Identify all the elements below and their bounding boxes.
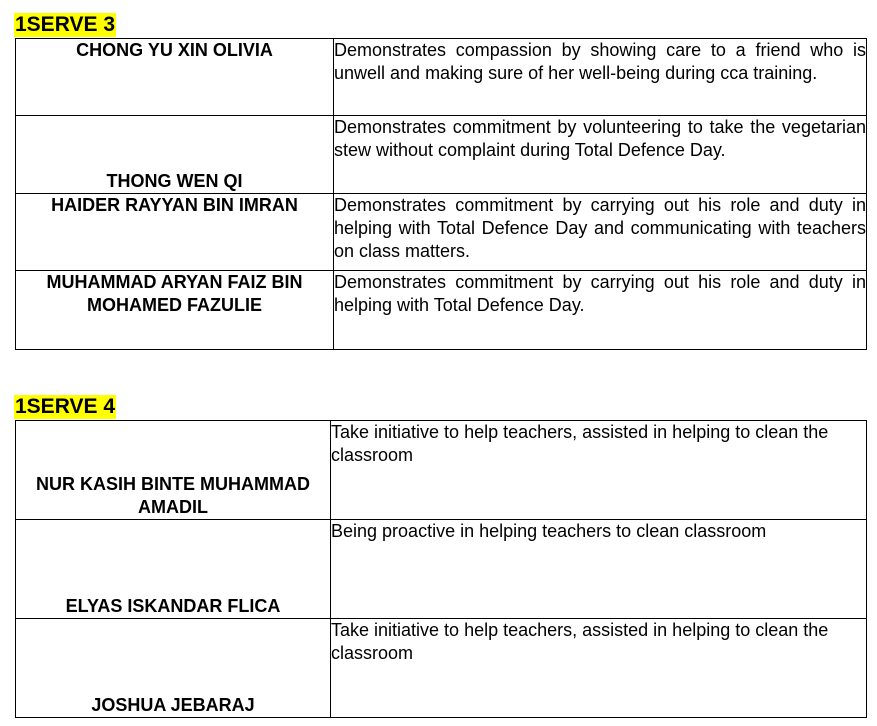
table-row <box>16 194 867 271</box>
table-row <box>16 39 867 116</box>
section-title-1serve-4: 1SERVE 4 <box>15 395 116 418</box>
student-description: Take initiative to help teachers, assisted in helping to clean the classroom <box>331 421 867 520</box>
student-name: CHONG YU XIN OLIVIA <box>16 39 334 116</box>
student-description: Demonstrates commitment by carrying out his role and duty in helping with Total Defence Day. <box>334 271 867 350</box>
table-row <box>16 271 867 350</box>
table-row <box>16 116 867 194</box>
student-description: Demonstrates commitment by volunteering to take the vegetarian stew without complaint during Total Defence Day. <box>334 116 867 194</box>
student-description: Demonstrates commitment by carrying out his role and duty in helping with Total Defence Day and communicating with teachers on class matters. <box>334 194 867 271</box>
table-row <box>16 421 867 520</box>
student-name: THONG WEN QI <box>16 116 334 194</box>
table-row <box>16 520 867 619</box>
student-name: JOSHUA JEBARAJ <box>16 619 331 718</box>
student-name: HAIDER RAYYAN BIN IMRAN <box>16 194 334 271</box>
student-name: NUR KASIH BINTE MUHAMMAD AMADIL <box>16 421 331 520</box>
award-table-1serve-3 <box>15 38 867 350</box>
section-title-1serve-3: 1SERVE 3 <box>15 13 116 36</box>
student-description: Demonstrates compassion by showing care to a friend who is unwell and making sure of her well-being during cca training. <box>334 39 867 116</box>
table-row <box>16 619 867 718</box>
student-description: Take initiative to help teachers, assisted in helping to clean the classroom <box>331 619 867 718</box>
award-table-1serve-4 <box>15 420 867 718</box>
student-name: ELYAS ISKANDAR FLICA <box>16 520 331 619</box>
student-name: MUHAMMAD ARYAN FAIZ BIN MOHAMED FAZULIE <box>16 271 334 350</box>
student-description: Being proactive in helping teachers to clean classroom <box>331 520 867 619</box>
